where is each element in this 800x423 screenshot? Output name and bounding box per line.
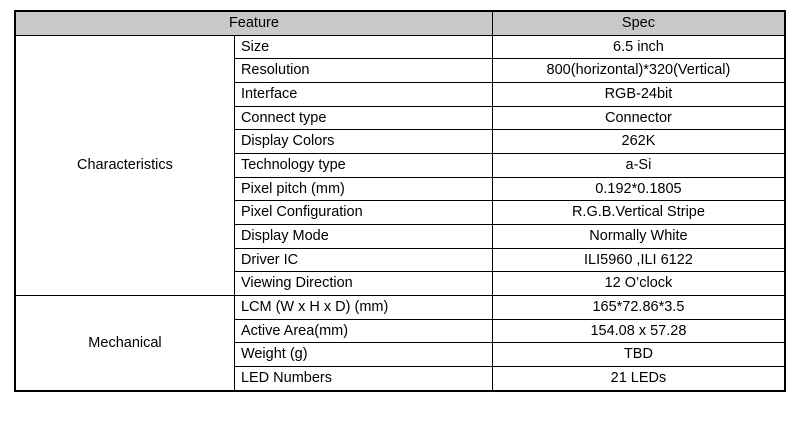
spec-cell: Connector bbox=[492, 106, 785, 130]
spec-cell: R.G.B.Vertical Stripe bbox=[492, 201, 785, 225]
feature-cell: Display Mode bbox=[234, 225, 492, 249]
spec-cell: a-Si bbox=[492, 154, 785, 178]
feature-cell: LED Numbers bbox=[234, 367, 492, 391]
column-header-spec: Spec bbox=[492, 11, 785, 35]
spec-cell: Normally White bbox=[492, 225, 785, 249]
feature-cell: Viewing Direction bbox=[234, 272, 492, 296]
feature-cell: Size bbox=[234, 35, 492, 59]
feature-cell: Resolution bbox=[234, 59, 492, 83]
column-header-feature: Feature bbox=[15, 11, 492, 35]
feature-cell: Interface bbox=[234, 83, 492, 107]
table-body bbox=[15, 11, 785, 391]
feature-cell: Pixel Configuration bbox=[234, 201, 492, 225]
spec-cell: 21 LEDs bbox=[492, 367, 785, 391]
feature-cell: LCM (W x H x D) (mm) bbox=[234, 296, 492, 320]
feature-cell: Driver IC bbox=[234, 248, 492, 272]
spec-cell: TBD bbox=[492, 343, 785, 367]
spec-cell: RGB-24bit bbox=[492, 83, 785, 107]
table-header-row bbox=[15, 11, 785, 35]
spec-cell: 800(horizontal)*320(Vertical) bbox=[492, 59, 785, 83]
feature-cell: Pixel pitch (mm) bbox=[234, 177, 492, 201]
table-row bbox=[15, 296, 785, 320]
spec-cell: ILI5960 ,ILI 6122 bbox=[492, 248, 785, 272]
feature-cell: Active Area(mm) bbox=[234, 319, 492, 343]
specification-table bbox=[14, 10, 786, 392]
group-label-characteristics: Characteristics bbox=[15, 35, 234, 295]
spec-cell: 262K bbox=[492, 130, 785, 154]
group-label-mechanical: Mechanical bbox=[15, 296, 234, 391]
feature-cell: Technology type bbox=[234, 154, 492, 178]
feature-cell: Connect type bbox=[234, 106, 492, 130]
spec-cell: 12 O’clock bbox=[492, 272, 785, 296]
spec-cell: 0.192*0.1805 bbox=[492, 177, 785, 201]
feature-cell: Display Colors bbox=[234, 130, 492, 154]
spec-cell: 165*72.86*3.5 bbox=[492, 296, 785, 320]
spec-cell: 154.08 x 57.28 bbox=[492, 319, 785, 343]
table-row bbox=[15, 35, 785, 59]
feature-cell: Weight (g) bbox=[234, 343, 492, 367]
spec-cell: 6.5 inch bbox=[492, 35, 785, 59]
